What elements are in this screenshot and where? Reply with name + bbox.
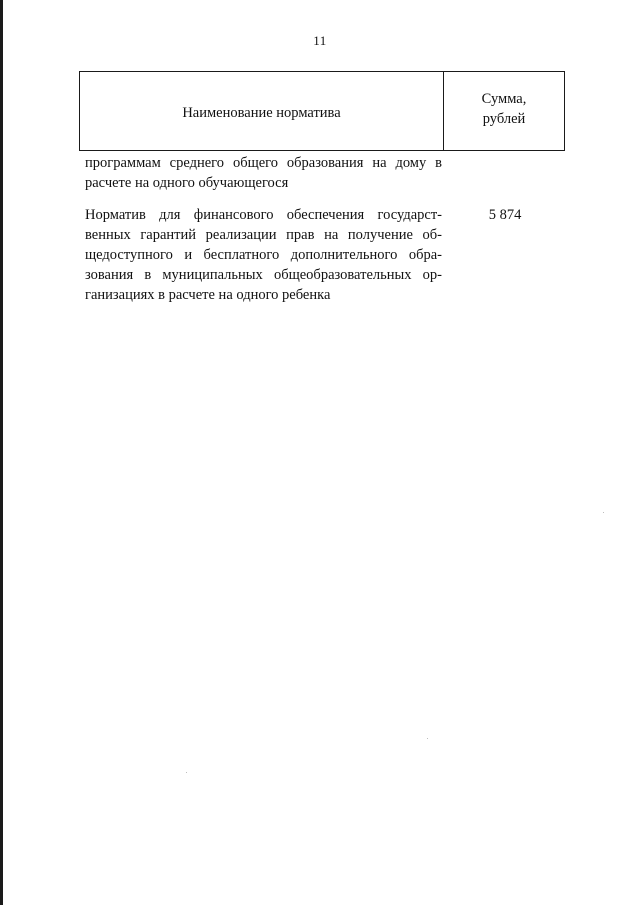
- column-header-sum: Сумма, рублей: [481, 91, 527, 127]
- text-line: Норматив для финансового обеспечения государст-: [85, 207, 442, 223]
- table-row-1-name: [85, 153, 442, 193]
- scan-speck: [603, 512, 604, 513]
- table-row-2-sum: 5 874: [488, 207, 522, 223]
- text-line: зования в муниципальных общеобразовательных ор-: [85, 267, 442, 283]
- text-line: программам среднего общего образования на дому в: [85, 155, 442, 171]
- column-header-name: Наименование норматива: [80, 72, 444, 150]
- text-line: расчете на одного обучающегося: [85, 175, 289, 191]
- page-number: 11: [313, 33, 327, 48]
- text-line: ганизациях в расчете на одного ребенка: [85, 287, 331, 303]
- table-header: [79, 71, 565, 151]
- text-line: венных гарантий реализации прав на получение об-: [85, 227, 442, 243]
- scan-edge: [0, 0, 3, 905]
- table-row-2-name: [85, 205, 442, 305]
- text-line: щедоступного и бесплатного дополнительного обра-: [85, 247, 442, 263]
- scan-speck: [186, 772, 187, 773]
- scan-speck: [427, 738, 428, 739]
